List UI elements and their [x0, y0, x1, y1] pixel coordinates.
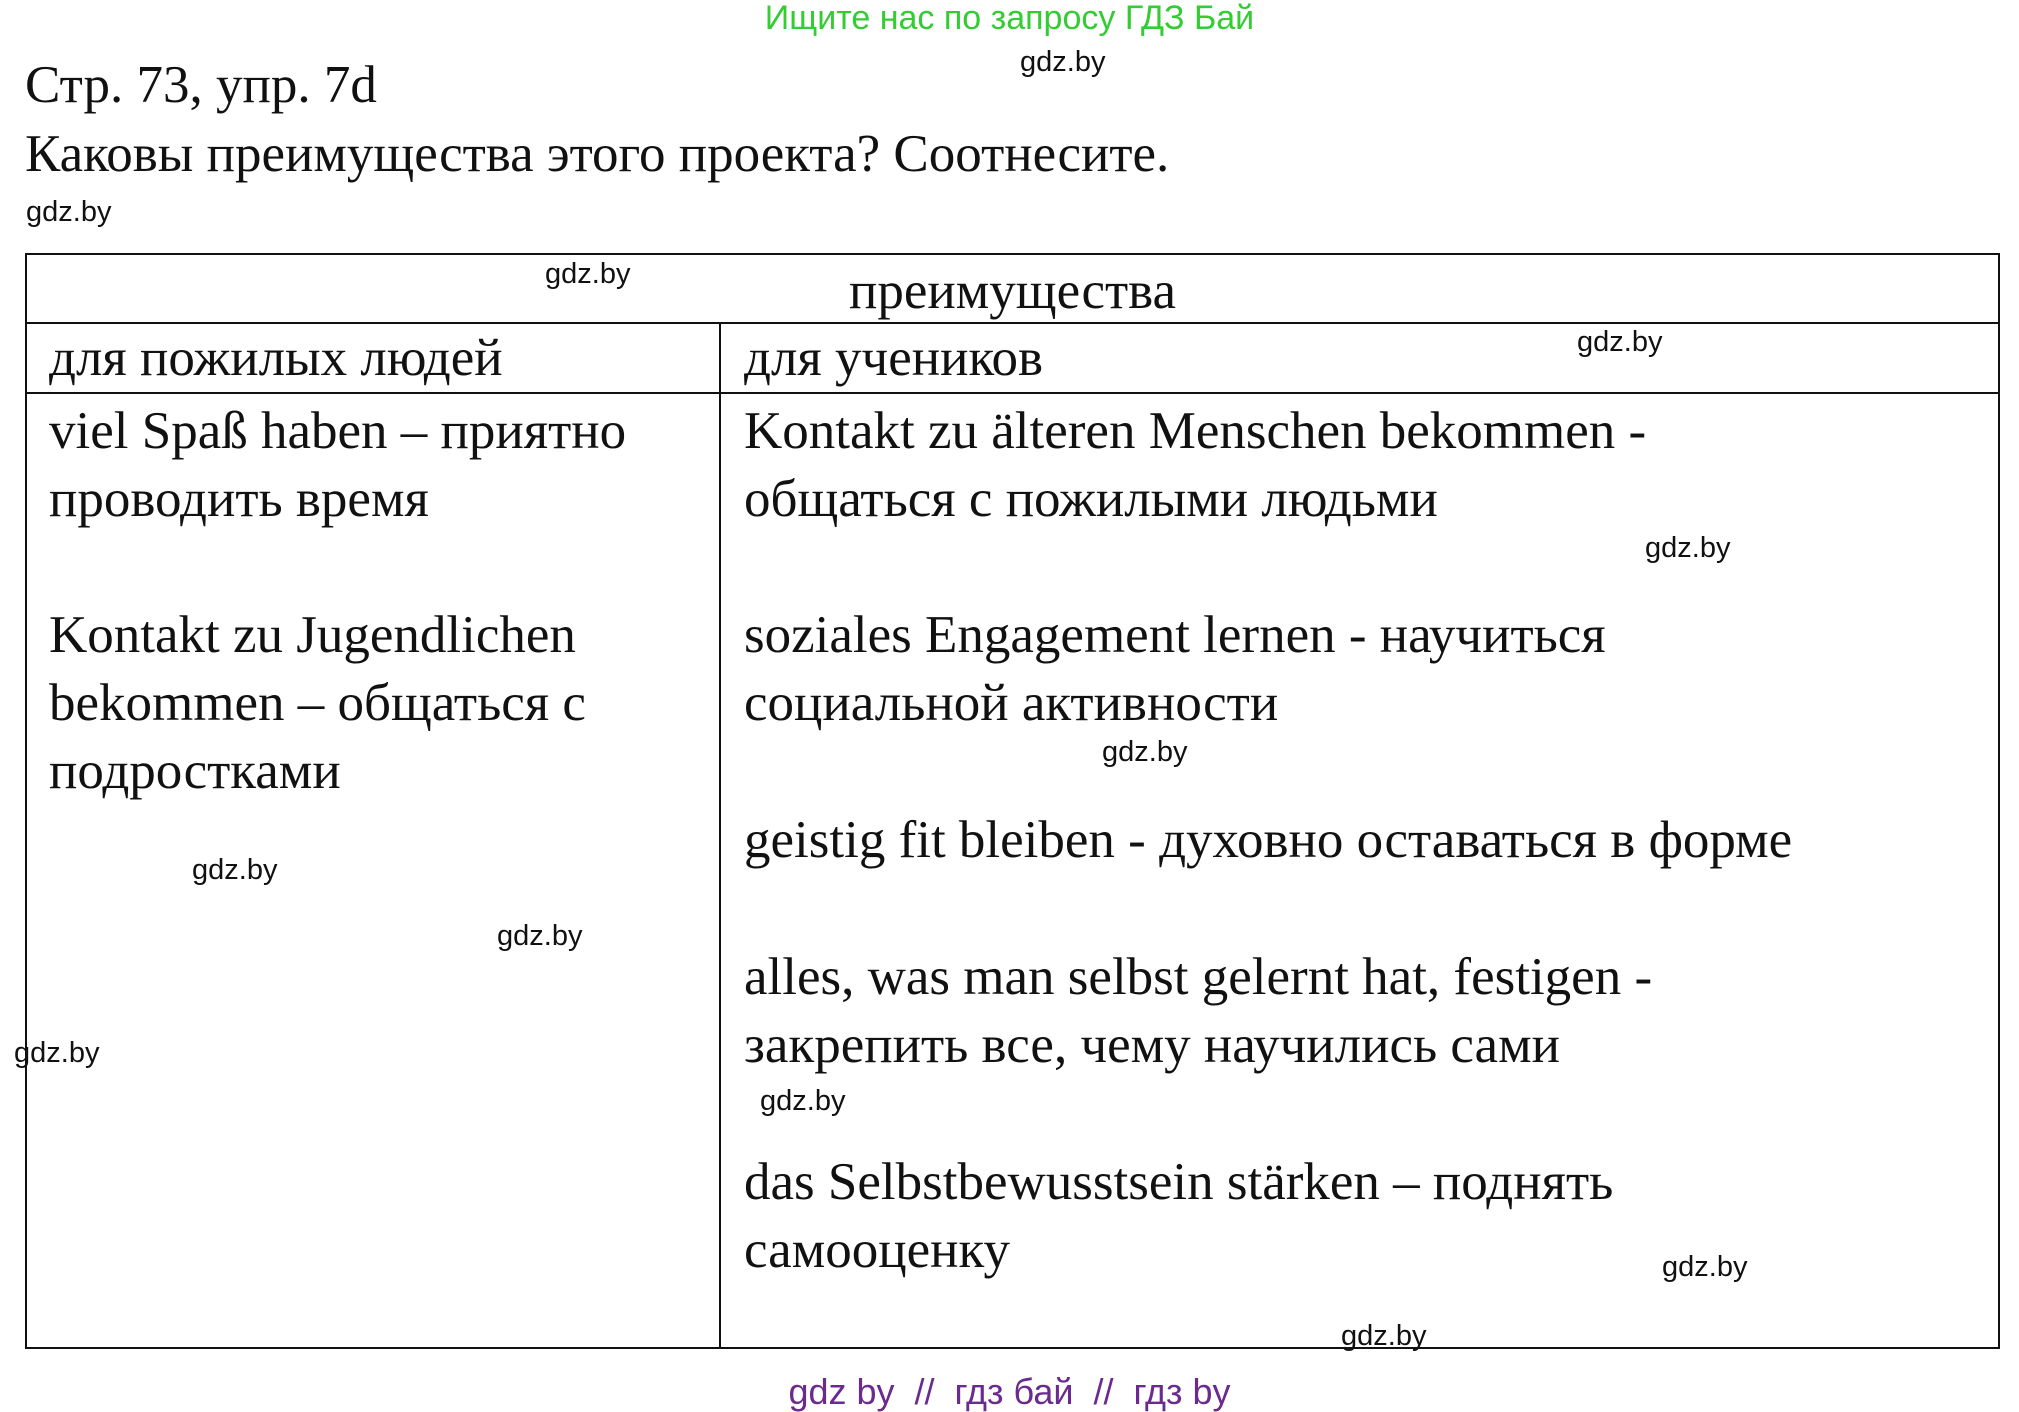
- watermark: gdz.by: [1577, 326, 1663, 358]
- watermark: gdz.by: [1662, 1251, 1748, 1283]
- item-line: социальной активности: [744, 674, 1279, 732]
- watermark: gdz.by: [497, 920, 583, 952]
- column-header-elderly: для пожилых людей: [49, 329, 503, 387]
- divider: [27, 392, 1998, 394]
- list-item: [49, 397, 709, 533]
- item-line: проводить время: [49, 470, 429, 528]
- list-item: [744, 601, 1984, 737]
- advantages-table: [25, 253, 2000, 1349]
- watermark: gdz.by: [545, 258, 631, 290]
- item-line: Kontakt zu älteren Menschen bekommen -: [744, 402, 1647, 460]
- watermark: gdz.by: [1020, 46, 1106, 78]
- watermark: gdz.by: [760, 1085, 846, 1117]
- top-banner: Ищите нас по запросу ГДЗ Бай: [764, 0, 1255, 37]
- item-line: общаться с пожилыми людьми: [744, 470, 1438, 528]
- footer-links: gdz by // гдз бай // гдз by: [788, 1371, 1231, 1412]
- watermark: gdz.by: [1102, 736, 1188, 768]
- watermark: gdz.by: [26, 196, 112, 228]
- watermark: gdz.by: [1341, 1320, 1427, 1352]
- item-line: viel Spaß haben – приятно: [49, 402, 627, 460]
- watermark: gdz.by: [192, 854, 278, 886]
- item-line: закрепить все, чему научились сами: [744, 1016, 1560, 1074]
- item-line: soziales Engagement lernen - научиться: [744, 606, 1606, 664]
- item-line: самооценку: [744, 1221, 1010, 1279]
- exercise-title: Стр. 73, упр. 7d: [25, 56, 377, 114]
- item-line: bekommen – общаться с: [49, 674, 586, 732]
- item-line: alles, was man selbst gelernt hat, festigen -: [744, 948, 1653, 1006]
- watermark: gdz.by: [14, 1037, 100, 1069]
- column-divider: [719, 324, 721, 1347]
- exercise-question: Каковы преимущества этого проекта? Соотнесите.: [25, 125, 1170, 183]
- item-line: Kontakt zu Jugendlichen: [49, 606, 576, 664]
- item-line: geistig fit bleiben - духовно оставаться в форме: [744, 811, 1793, 869]
- watermark: gdz.by: [1645, 532, 1731, 564]
- list-item: [744, 397, 1984, 533]
- list-item: [744, 1148, 1984, 1284]
- list-item: [49, 601, 709, 805]
- table-header: преимущества: [849, 262, 1176, 320]
- column-header-students: для учеников: [744, 329, 1044, 387]
- item-line: подростками: [49, 742, 341, 800]
- item-line: das Selbstbewusstsein stärken – поднять: [744, 1153, 1614, 1211]
- list-item: [744, 943, 1984, 1079]
- list-item: [744, 806, 1984, 874]
